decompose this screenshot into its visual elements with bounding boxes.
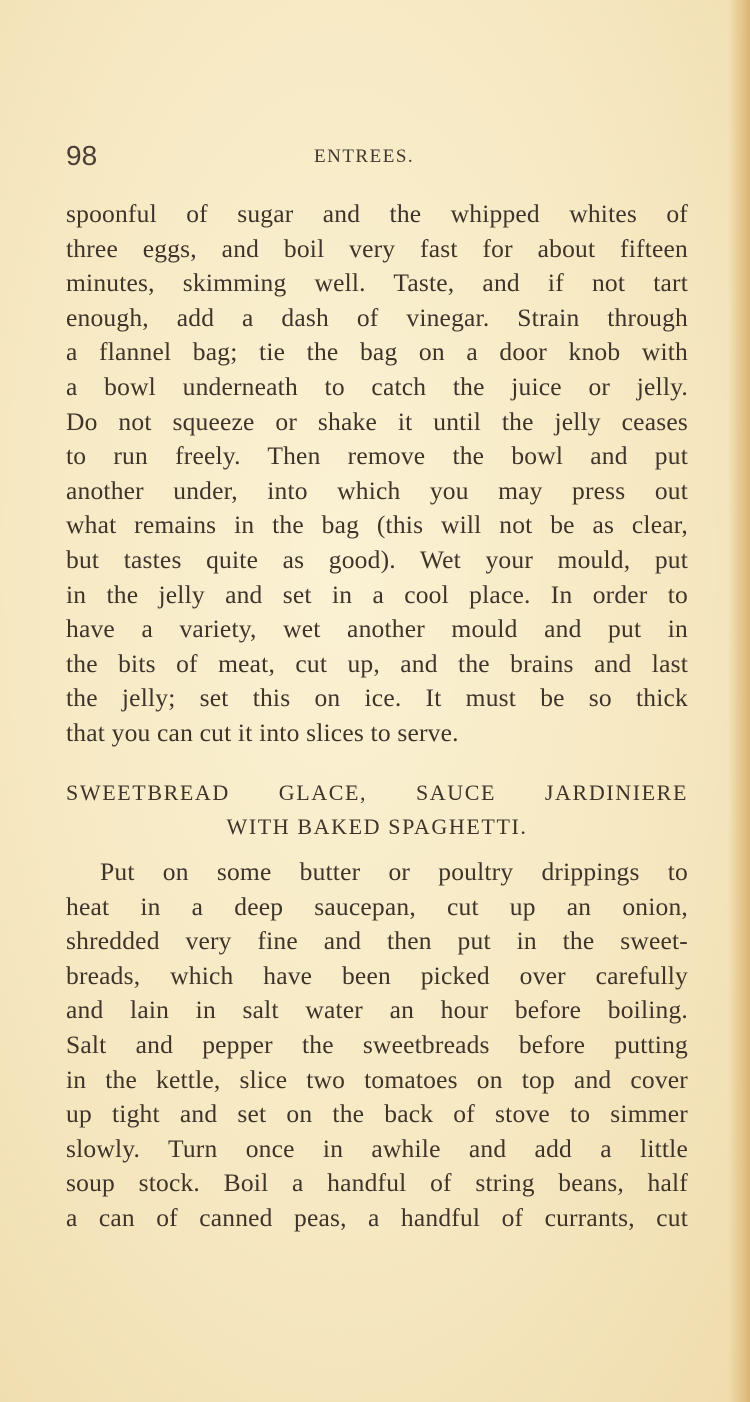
text-line: Put on some butter or poultry drippings to (100, 857, 688, 886)
text-line: but tastes quite as good). Wet your mould, put (66, 544, 688, 574)
text-line: in the jelly and set in a cool place. In order to (66, 579, 688, 609)
text-line: breads, which have been picked over carefully (66, 960, 688, 990)
text-line: a flannel bag; tie the bag on a door knob with (66, 337, 688, 367)
running-head: ENTREES. (314, 146, 415, 167)
recipe-heading (66, 776, 688, 844)
recipe-title-line: SWEETBREAD GLACE, SAUCE JARDINIERE (66, 780, 688, 805)
text-line: three eggs, and boil very fast for about fifteen (66, 233, 688, 263)
recipe-paragraph (66, 855, 688, 1236)
text-line: soup stock. Boil a handful of string beans, half (66, 1168, 688, 1198)
text-line: Salt and pepper the sweetbreads before putting (66, 1029, 688, 1059)
text-line: the bits of meat, cut up, and the brains and last (66, 648, 688, 678)
page-edge (728, 0, 750, 1402)
text-line: up tight and set on the back of stove to simmer (66, 1099, 688, 1129)
text-line: a bowl underneath to catch the juice or jelly. (66, 371, 688, 401)
text-line: shredded very fine and then put in the sweet- (66, 926, 688, 956)
text-line: another under, into which you may press out (66, 475, 688, 505)
text-line: enough, add a dash of vinegar. Strain through (66, 302, 688, 332)
page-number: 98 (66, 140, 98, 171)
text-line: what remains in the bag (this will not be as clear, (66, 510, 688, 540)
body-paragraph-continued (66, 197, 688, 751)
text-line: minutes, skimming well. Taste, and if not tart (66, 268, 688, 298)
recipe-title-line: WITH BAKED SPAGHETTI. (226, 814, 528, 839)
text-line: the jelly; set this on ice. It must be so thick (66, 683, 688, 713)
page-header (66, 140, 426, 180)
text-line: heat in a deep saucepan, cut up an onion, (66, 891, 688, 921)
text-line: Do not squeeze or shake it until the jelly ceases (66, 406, 688, 436)
text-line: slowly. Turn once in awhile and add a little (66, 1133, 688, 1163)
text-line: spoonful of sugar and the whipped whites of (66, 199, 688, 228)
text-line: have a variety, wet another mould and put in (66, 614, 688, 644)
text-line: and lain in salt water an hour before boiling. (66, 995, 688, 1025)
text-line: a can of canned peas, a handful of currants, cut (66, 1202, 688, 1232)
text-line: to run freely. Then remove the bowl and put (66, 441, 688, 471)
text-line: that you can cut it into slices to serve. (66, 717, 459, 747)
text-line: in the kettle, slice two tomatoes on top and cover (66, 1064, 688, 1094)
